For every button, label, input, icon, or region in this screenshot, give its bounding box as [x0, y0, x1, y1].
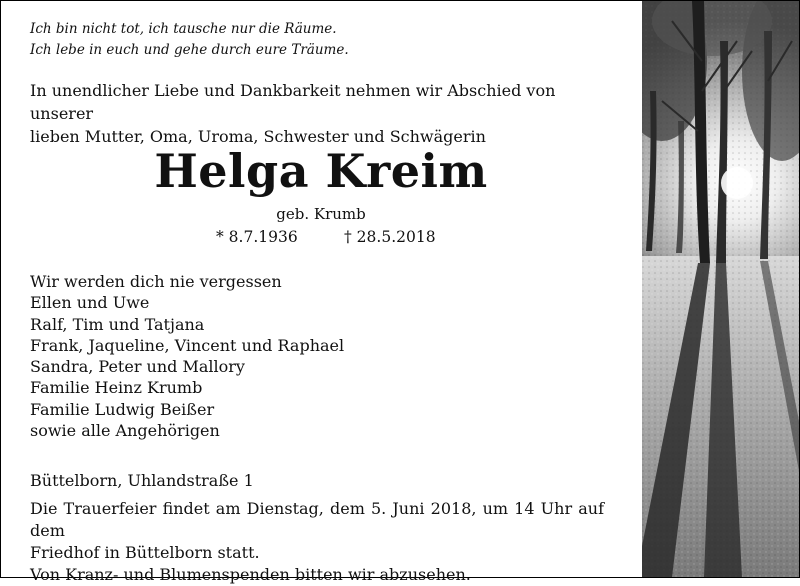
death-date: † 28.5.2018 — [344, 228, 436, 246]
family-address: Büttelborn, Uhlandstraße 1 — [30, 471, 254, 490]
ceremony-info — [30, 498, 604, 586]
mourner-line: Familie Ludwig Beißer — [30, 399, 215, 419]
mourner-line: Ellen und Uwe — [30, 293, 150, 313]
deceased-name: Helga Kreim — [154, 144, 488, 198]
mourner-line: Familie Heinz Krumb — [30, 378, 203, 398]
mourner-line: Frank, Jaqueline, Vincent und Raphael — [30, 335, 345, 355]
text-column — [1, 1, 641, 584]
mourner-line: sowie alle Angehörigen — [30, 421, 220, 441]
maiden-name: geb. Krumb — [276, 205, 366, 223]
poem-quote — [30, 19, 349, 61]
tree-park-sunlight-image — [642, 1, 799, 577]
mourner-line: Sandra, Peter und Mallory — [30, 357, 245, 377]
birth-date: * 8.7.1936 — [216, 228, 298, 246]
intro-line-1: In unendlicher Liebe und Dankbarkeit nehmen wir Abschied von unserer — [30, 81, 556, 123]
mourners-list — [30, 271, 344, 441]
poem-line-2: Ich lebe in euch und gehe durch eure Träume. — [30, 42, 349, 58]
mourner-line: Ralf, Tim und Tatjana — [30, 314, 205, 334]
ceremony-line-2: Friedhof in Büttelborn statt. — [30, 543, 260, 562]
ceremony-line-3: Von Kranz- und Blumenspenden bitten wir abzusehen. — [30, 565, 471, 584]
mourner-line: Wir werden dich nie vergessen — [30, 272, 282, 291]
intro-text — [30, 79, 610, 148]
intro-line-2: lieben Mutter, Oma, Uroma, Schwester und Schwägerin — [30, 127, 486, 146]
life-dates — [216, 227, 436, 247]
poem-line-1: Ich bin nicht tot, ich tausche nur die Räume. — [30, 21, 337, 37]
ceremony-line-1: Die Trauerfeier findet am Dienstag, dem 5. Juni 2018, um 14 Uhr auf dem — [30, 499, 604, 540]
